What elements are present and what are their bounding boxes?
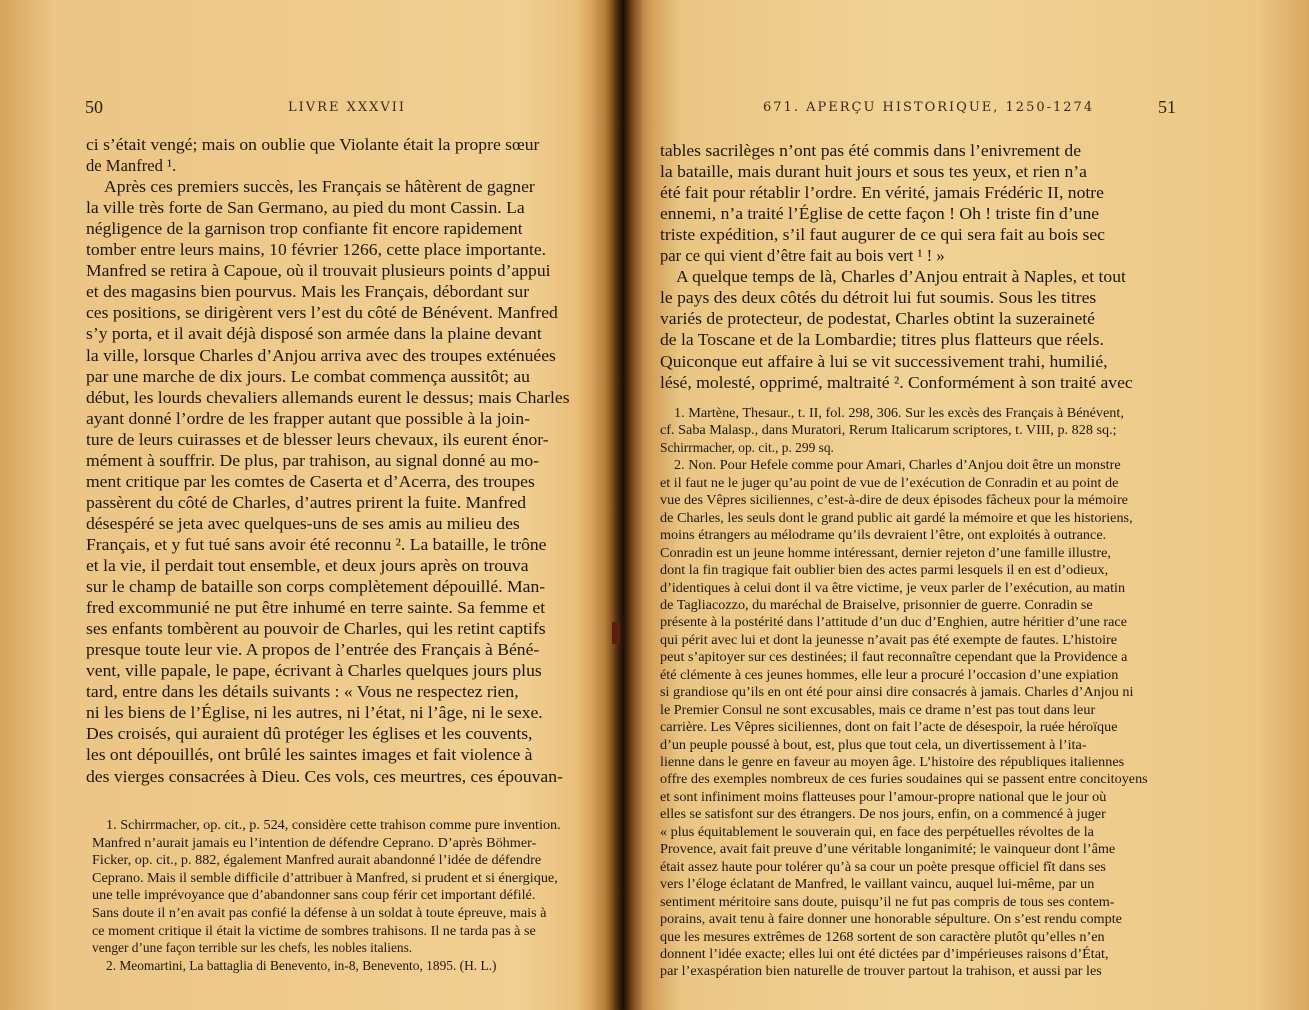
footnote-line: Ceprano. Mais il semble difficile d’attribuer à Manfred, si prudent et si énergique, — [92, 869, 558, 885]
page-number: 51 — [1158, 97, 1176, 117]
footnote-line: et il faut ne le juger qu’au point de vue de l’exécution de Conradin et au point de — [660, 474, 1119, 490]
text-line: ayant donné l’ordre de les frapper autant que possible à la join- — [86, 408, 530, 428]
text-line: Manfred se retira à Capoue, où il trouvait plusieurs points d’appui — [86, 261, 551, 281]
left-page — [0, 0, 620, 1010]
footnote-line: carrière. Les Vêpres siciliennes, dont on fait l’acte de désespoir, la ruée héroïque — [660, 719, 1118, 735]
footnote-line: Sans doute il n’en avait pas confié la défense à un soldat à toute épreuve, mais à — [92, 905, 547, 920]
text-line: début, les lourds chevaliers allemands eurent le dessus; mais Charles — [86, 387, 570, 407]
footnote-line: que les mesures extrêmes de 1268 sortent de son caractère plutôt qu’elles n’en — [660, 928, 1105, 944]
text-line: Quiconque eut affaire à lui se vit successivement trahi, humilié, — [660, 351, 1108, 371]
text-line: passèrent du côté de Charles, d’autres prirent la fuite. Manfred — [86, 492, 527, 512]
footnote-line: le Premier Consul ne sont excusables, mais ce drame n’est pas tout dans leur — [660, 701, 1096, 717]
text-line: ces positions, se dirigèrent vers l’est du côté de Bénévent. Manfred — [86, 303, 558, 323]
page-number: 50 — [85, 97, 103, 117]
footnote-line: venger d’une façon terrible sur les chefs, les nobles italiens. — [92, 940, 413, 956]
footnote-line: de Tagliacozzo, du maréchal de Braiselve, prisonnier de guerre. Conradin se — [660, 596, 1093, 612]
text-line: été fait pour rétablir l’ordre. En vérité, jamais Frédéric II, notre — [660, 183, 1104, 203]
footnote-line: 1. Schirrmacher, op. cit., p. 524, considère cette trahison comme pure invention. — [106, 817, 561, 832]
footnote-line: ce moment critique il était la victime de sombres trahisons. Il ne tarda pas à se — [92, 922, 536, 938]
text-line: presque toute leur vie. A propos de l’entrée des Français à Béné- — [86, 640, 540, 660]
text-line: de la Toscane et de la Lombardie; titres plus flatteurs que réels. — [660, 330, 1104, 350]
footnote-line: une telle imprévoyance que d’abandonner sans coup férir cet important défilé. — [92, 887, 536, 903]
running-head: 671. APERÇU HISTORIQUE, 1250-1274 — [763, 100, 1095, 115]
text-line: Français, et y fut tué sans avoir été reconnu ². La bataille, le trône — [86, 534, 547, 554]
text-line: fred excommunié ne put être inhumé en terre sainte. Sa femme et — [86, 598, 546, 618]
text-line: ture de leurs cuirasses et de blesser leurs chevaux, ils eurent énor- — [86, 429, 549, 449]
page-marker — [612, 622, 620, 644]
running-head: LIVRE XXXVII — [288, 100, 406, 115]
text-line: le pays des deux côtés du détroit lui fut soumis. Sous les titres — [660, 288, 1097, 308]
footnote-line: moins étrangers au mélodrame qu’ils devraient l’être, ont exploités à outrance. — [660, 527, 1107, 543]
text-line: ses enfants tombèrent au pouvoir de Charles, qui les retint captifs — [86, 619, 546, 639]
text-line: négligence de la garnison trop confiante fit encore rapidement — [86, 219, 523, 239]
text-line: des vierges consacrées à Dieu. Ces vols, ces meurtres, ces épouvan- — [86, 766, 563, 786]
footnote-line: peut s’apitoyer sur ces destinées; il faut reconnaître cependant que la Providence a — [660, 649, 1128, 665]
text-line: tomber entre leurs mains, 10 février 1266, cette place importante. — [86, 240, 547, 260]
text-line: et la vie, il perdait tout ensemble, et deux jours après on trouva — [86, 556, 529, 575]
footnote-line: de Charles, les seuls dont le grand public ait gardé la mémoire et que les historiens, — [660, 509, 1133, 525]
footnote-line: lienne dans le genre en faveur au moyen âge. L’histoire des républiques italiennes — [660, 754, 1125, 769]
text-line: vent, ville papale, le pape, écrivant à Charles quelques jours plus — [86, 661, 542, 681]
footnote-line: Provence, avait fait preuve d’une véritable longanimité; le vainqueur dont l’âme — [660, 841, 1116, 857]
footnote-line: 2. Non. Pour Hefele comme pour Amari, Charles d’Anjou doit être un monstre — [674, 457, 1121, 473]
text-line: s’y porta, et il avait déjà disposé son armée dans la plaine devant — [86, 324, 542, 344]
footnote-line: 2. Meomartini, La battaglia di Benevento, in-8, Benevento, 1895. (H. L.) — [106, 957, 497, 973]
footnote-line: par l’exaspération bien naturelle de trouver partout la trahison, et aussi par les — [660, 963, 1102, 979]
footnote-line: été clémente à ces jeunes hommes, elle leur a procuré l’occasion d’une expiation — [660, 666, 1119, 682]
text-line: ment critique par les comtes de Caserta et d’Acerra, des troupes — [86, 471, 535, 491]
footnote-line: et sont infiniment moins flatteuses pour l’amour-propre national que le jour où — [660, 788, 1107, 804]
footnote-line: vers l’éloge éclatant de Manfred, le vaillant vaincu, auquel lui-même, par un — [660, 876, 1095, 892]
footnote-line: Conradin est un jeune homme intéressant, dernier rejeton d’une famille illustre, — [660, 544, 1111, 560]
text-line: ennemi, n’a traité l’Église de cette façon ! Oh ! triste fin d’une — [660, 204, 1100, 224]
text-line: par une marche de dix jours. Le combat commença aussitôt; au — [86, 366, 530, 386]
text-line: ni les biens de l’Église, ni les autres, ni l’état, ni l’âge, ni le sexe. — [86, 703, 543, 723]
footnote-line: dont la fin tragique fait oublier bien des actes parmi lesquels il en est d’odieux, — [660, 562, 1109, 578]
text-line: A quelque temps de là, Charles d’Anjou entrait à Naples, et tout — [676, 267, 1126, 287]
text-line: et des magasins bien pourvus. Mais les Français, débordant sur — [86, 282, 530, 302]
text-line: la ville très forte de San Germano, au pied du mont Cassin. La — [86, 198, 525, 218]
footnote-line: Ficker, op. cit., p. 882, également Manfred aurait abandonné l’idée de défendre — [92, 852, 542, 868]
footnote-line: d’identiques à celui dont il va être victime, je veux parler de l’exécution, au matin — [660, 579, 1126, 595]
text-line: les ont dépouillés, ont brûlé les saintes images et fait violence à — [86, 745, 533, 765]
footnote-line: Manfred n’aurait jamais eu l’intention de défendre Ceprano. D’après Böhmer- — [92, 834, 537, 850]
footnote-line: elles se satisfont sur des étrangers. De nos jours, enfin, on a commencé à juger — [660, 806, 1106, 822]
text-line: lésé, molesté, opprimé, maltraité ². Conformément à son traité avec — [660, 372, 1133, 392]
text-line: mément à souffrir. De plus, par trahison, au signal donné au mo- — [86, 450, 540, 470]
text-line: tard, entre dans les détails suivants : « Vous ne respectez rien, — [86, 682, 519, 702]
footnote-line: porains, avait tenu à faire donner une honorable sépulture. On s’est rendu compte — [660, 911, 1122, 927]
footnote-line: était assez haute pour tolérer qu’à sa cour un poète presque officiel fît dans ses — [660, 858, 1106, 874]
text-line: de Manfred ¹. — [86, 156, 177, 176]
text-line: désespéré se jeta avec quelques-uns de ses amis au milieu des — [86, 513, 520, 533]
footnote-line: donnent l’idée exacte; elles lui ont été dictées par d’impérieuses raisons d’État, — [660, 945, 1109, 961]
footnote-line: Schirrmacher, op. cit., p. 299 sq. — [660, 439, 834, 455]
text-line: Des croisés, qui auraient dû protéger les églises et les couvents, — [86, 724, 533, 744]
footnote-line: 1. Martène, Thesaur., t. II, fol. 298, 306. Sur les excès des Français à Bénévent, — [674, 405, 1124, 420]
footnote-line: qui périt avec lui et dont la jeunesse n’avait pas été exempte de fautes. L’histoire — [660, 631, 1118, 647]
footnote-line: sentiment méritoire sans doute, puisqu’il ne fut pas compris de tous ses contem- — [660, 893, 1115, 909]
text-line: variés de protecteur, de podestat, Charles obtint la suzeraineté — [660, 309, 1095, 329]
text-line: la ville, lorsque Charles d’Anjou arriva avec des troupes exténuées — [86, 345, 556, 365]
text-line: sur le champ de bataille son corps complètement dépouillé. Man- — [86, 577, 546, 597]
footnote-line: vue des Vêpres siciliennes, c’est-à-dire de deux épisodes fâcheux pour la mémoire — [660, 492, 1128, 508]
text-line: ci s’était vengé; mais on oublie que Violante était la propre sœur — [86, 135, 540, 154]
book-gutter — [590, 0, 650, 1010]
footnote-line: « plus équitablement le souverain qui, en face des perpétuelles révoltes de la — [660, 823, 1094, 839]
footnote-line: cf. Saba Malasp., dans Muratori, Rerum Italicarum scriptores, t. VIII, p. 828 sq.; — [660, 422, 1117, 438]
text-line: tables sacrilèges n’ont pas été commis dans l’enivrement de — [660, 141, 1082, 160]
text-line: la bataille, mais durant huit jours et sous tes yeux, et rien n’a — [660, 162, 1087, 182]
footnote-line: si grandiose qu’ils en ont été pour ainsi dire consacrés à jamais. Charles d’Anjou ni — [660, 684, 1134, 700]
text-line: Après ces premiers succès, les Français se hâtèrent de gagner — [104, 177, 535, 197]
text-line: triste expédition, s’il faut augurer de ce qui sera fait au bois sec — [660, 225, 1105, 245]
text-line: par ce qui vient d’être fait au bois vert ¹ ! » — [660, 246, 945, 266]
footnote-line: d’un peuple poussé à bout, est, plus que tout cela, un divertissement à l’ita- — [660, 736, 1087, 752]
footnote-line: présente à la postérité dans l’attitude d’un duc d’Enghien, autre héritier d’une race — [660, 614, 1128, 630]
right-page — [628, 0, 1309, 1010]
footnote-line: offre des exemples nombreux de ces furies soudaines qui se passent entre concitoyens — [660, 771, 1148, 787]
